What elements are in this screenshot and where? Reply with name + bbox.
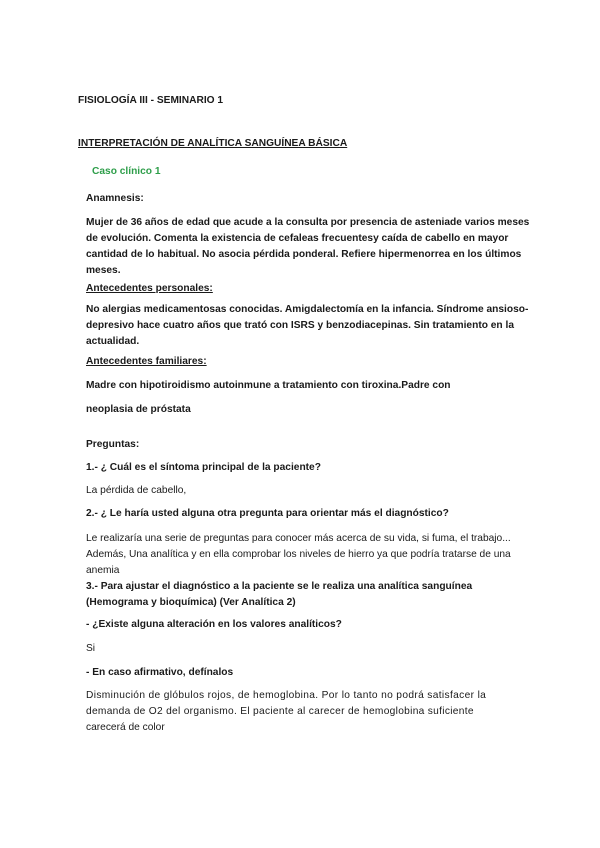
anamnesis-line: cantidad de lo habitual. No asocia pérdida ponderal. Refiere hipermenorrea en los últimos [86, 249, 522, 260]
anamnesis-line: Mujer de 36 años de edad que acude a la consulta por presencia de asteniade varios meses [86, 217, 530, 228]
personal-history-line: depresivo hace cuatro años que trató con ISRS y benzodiacepinas. Sin tratamiento en la [86, 320, 514, 331]
anamnesis-label: Anamnesis: [86, 193, 144, 204]
family-history-label: Antecedentes familiares: [86, 356, 207, 367]
case-title: Caso clínico 1 [92, 166, 161, 177]
section-title: INTERPRETACIÓN DE ANALÍTICA SANGUÍNEA BÁSICA [78, 138, 348, 149]
answer-3b-line: demanda de O2 del organismo. El paciente al carecer de hemoglobina suficiente [86, 706, 474, 717]
course-title: FISIOLOGÍA III - SEMINARIO 1 [78, 95, 224, 106]
anamnesis-line: meses. [86, 265, 121, 276]
anamnesis-line: de evolución. Comenta la existencia de cefaleas frecuentesy caída de cabello en mayor [86, 233, 509, 244]
answer-3a: Si [86, 643, 96, 654]
answer-2-line: Además, Una analítica y en ella comprobar los niveles de hierro ya que podría tratarse de una [86, 549, 511, 560]
personal-history-line: actualidad. [86, 336, 140, 347]
personal-history-label: Antecedentes personales: [86, 283, 213, 294]
question-2: 2.- ¿ Le haría usted alguna otra pregunta para orientar más el diagnóstico? [86, 508, 449, 519]
question-3b: - En caso afirmativo, defínalos [86, 667, 234, 678]
question-3-line: 3.- Para ajustar el diagnóstico a la paciente se le realiza una analítica sanguínea [86, 581, 473, 592]
personal-history-line: No alergias medicamentosas conocidas. Amigdalectomía en la infancia. Síndrome ansioso- [86, 304, 529, 315]
answer-1: La pérdida de cabello, [86, 485, 187, 496]
answer-2-line: Le realizaría una serie de preguntas para conocer más acerca de su vida, si fuma, el trabajo... [86, 533, 511, 544]
family-history-line: neoplasia de próstata [86, 404, 191, 415]
question-1: 1.- ¿ Cuál es el síntoma principal de la paciente? [86, 462, 321, 473]
answer-3b-line: carecerá de color [86, 722, 165, 733]
question-3-line: (Hemograma y bioquímica) (Ver Analítica 2) [86, 597, 296, 608]
family-history-line: Madre con hipotiroidismo autoinmune a tratamiento con tiroxina.Padre con [86, 380, 451, 391]
answer-3b-line: Disminución de glóbulos rojos, de hemoglobina. Por lo tanto no podrá satisfacer la [86, 690, 487, 701]
question-3a: - ¿Existe alguna alteración en los valores analíticos? [86, 619, 342, 630]
answer-2-line: anemia [86, 565, 120, 576]
questions-label: Preguntas: [86, 439, 140, 450]
